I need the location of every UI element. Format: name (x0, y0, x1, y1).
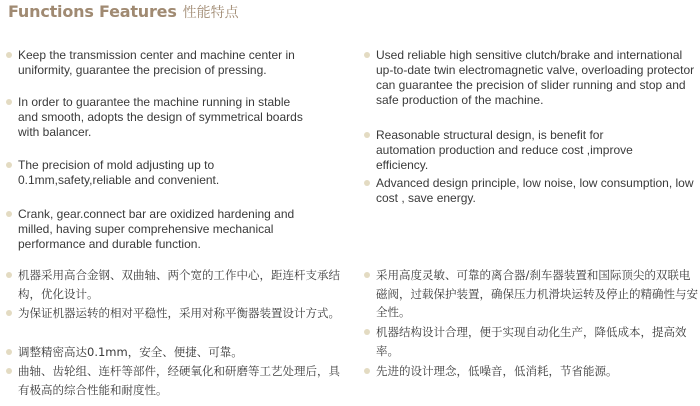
feature-cn-right-2 (364, 323, 698, 360)
feature-en-left-2 (6, 95, 311, 140)
feature-text: In order to guarantee the machine running in stable and smooth, adopts the design of symmetrical boards with balancer. (18, 95, 303, 139)
feature-text: 为保证机器运转的相对平稳性，采用对称平衡器装置设计方式。 (18, 306, 340, 320)
feature-en-right-1 (364, 48, 698, 108)
bullet-icon (6, 162, 12, 168)
feature-text: Advanced design principle, low noise, low consumption, low cost , save energy. (376, 176, 694, 205)
title-chinese: 性能特点 (182, 5, 239, 21)
feature-text: 机器结构设计合理，便于实现自动化生产，降低成本，提高效率。 (376, 325, 687, 358)
bullet-icon (364, 368, 370, 374)
feature-text: Crank, gear.connect bar are oxidized hardening and milled, having super comprehensive mechanical performance and durable function. (18, 207, 295, 251)
feature-text: 采用高度灵敏、可靠的离合器/刹车器装置和国际顶尖的双联电磁阀，过载保护装置，确保压力机滑块运转及停止的精确性与安全性。 (376, 268, 698, 319)
feature-cn-left-4 (6, 362, 351, 399)
feature-text: 曲轴、齿轮组、连杆等部件，经硬氧化和研磨等工艺处理后，具有极高的综合性能和耐度性。 (18, 364, 340, 397)
bullet-icon (6, 368, 12, 374)
bullet-icon (364, 52, 370, 58)
bullet-icon (6, 99, 12, 105)
feature-en-left-3 (6, 158, 326, 188)
bullet-icon (6, 52, 12, 58)
title-english: Functions Features (8, 2, 177, 21)
bullet-icon (364, 329, 370, 335)
bullet-icon (6, 272, 12, 278)
feature-text: The precision of mold adjusting up to 0.1mm,safety,reliable and convenient. (18, 158, 220, 187)
bullet-icon (6, 310, 12, 316)
feature-en-left-4 (6, 207, 331, 252)
feature-cn-left-2 (6, 304, 351, 323)
feature-text: 机器采用高合金钢、双曲轴、两个宽的工作中心，距连杆支承结构，优化设计。 (18, 268, 340, 301)
feature-en-right-2 (364, 128, 664, 173)
bullet-icon (364, 132, 370, 138)
feature-cn-right-1 (364, 266, 698, 322)
bullet-icon (364, 272, 370, 278)
feature-text: Keep the transmission center and machine center in uniformity, guarantee the precision of pressing. (18, 48, 295, 77)
feature-en-left-1 (6, 48, 306, 78)
bullet-icon (6, 349, 12, 355)
feature-cn-left-1 (6, 266, 351, 303)
feature-cn-right-3 (364, 362, 698, 381)
feature-text: 先进的设计理念，低噪音，低消耗，节省能源。 (376, 364, 618, 378)
bullet-icon (6, 211, 12, 217)
feature-en-right-3 (364, 176, 700, 206)
bullet-icon (364, 180, 370, 186)
section-header (8, 2, 239, 22)
feature-text: 调整精密高达0.1mm，安全、便捷、可靠。 (18, 345, 243, 359)
feature-cn-left-3 (6, 343, 351, 362)
feature-text: Reasonable structural design, is benefit for automation production and reduce cost ,improve efficiency. (376, 128, 633, 172)
feature-text: Used reliable high sensitive clutch/brake and international up-to-date twin electromagnetic valve, overloading protector can guarantee the precision of slider running and stop and safe production of the machine. (376, 48, 695, 107)
